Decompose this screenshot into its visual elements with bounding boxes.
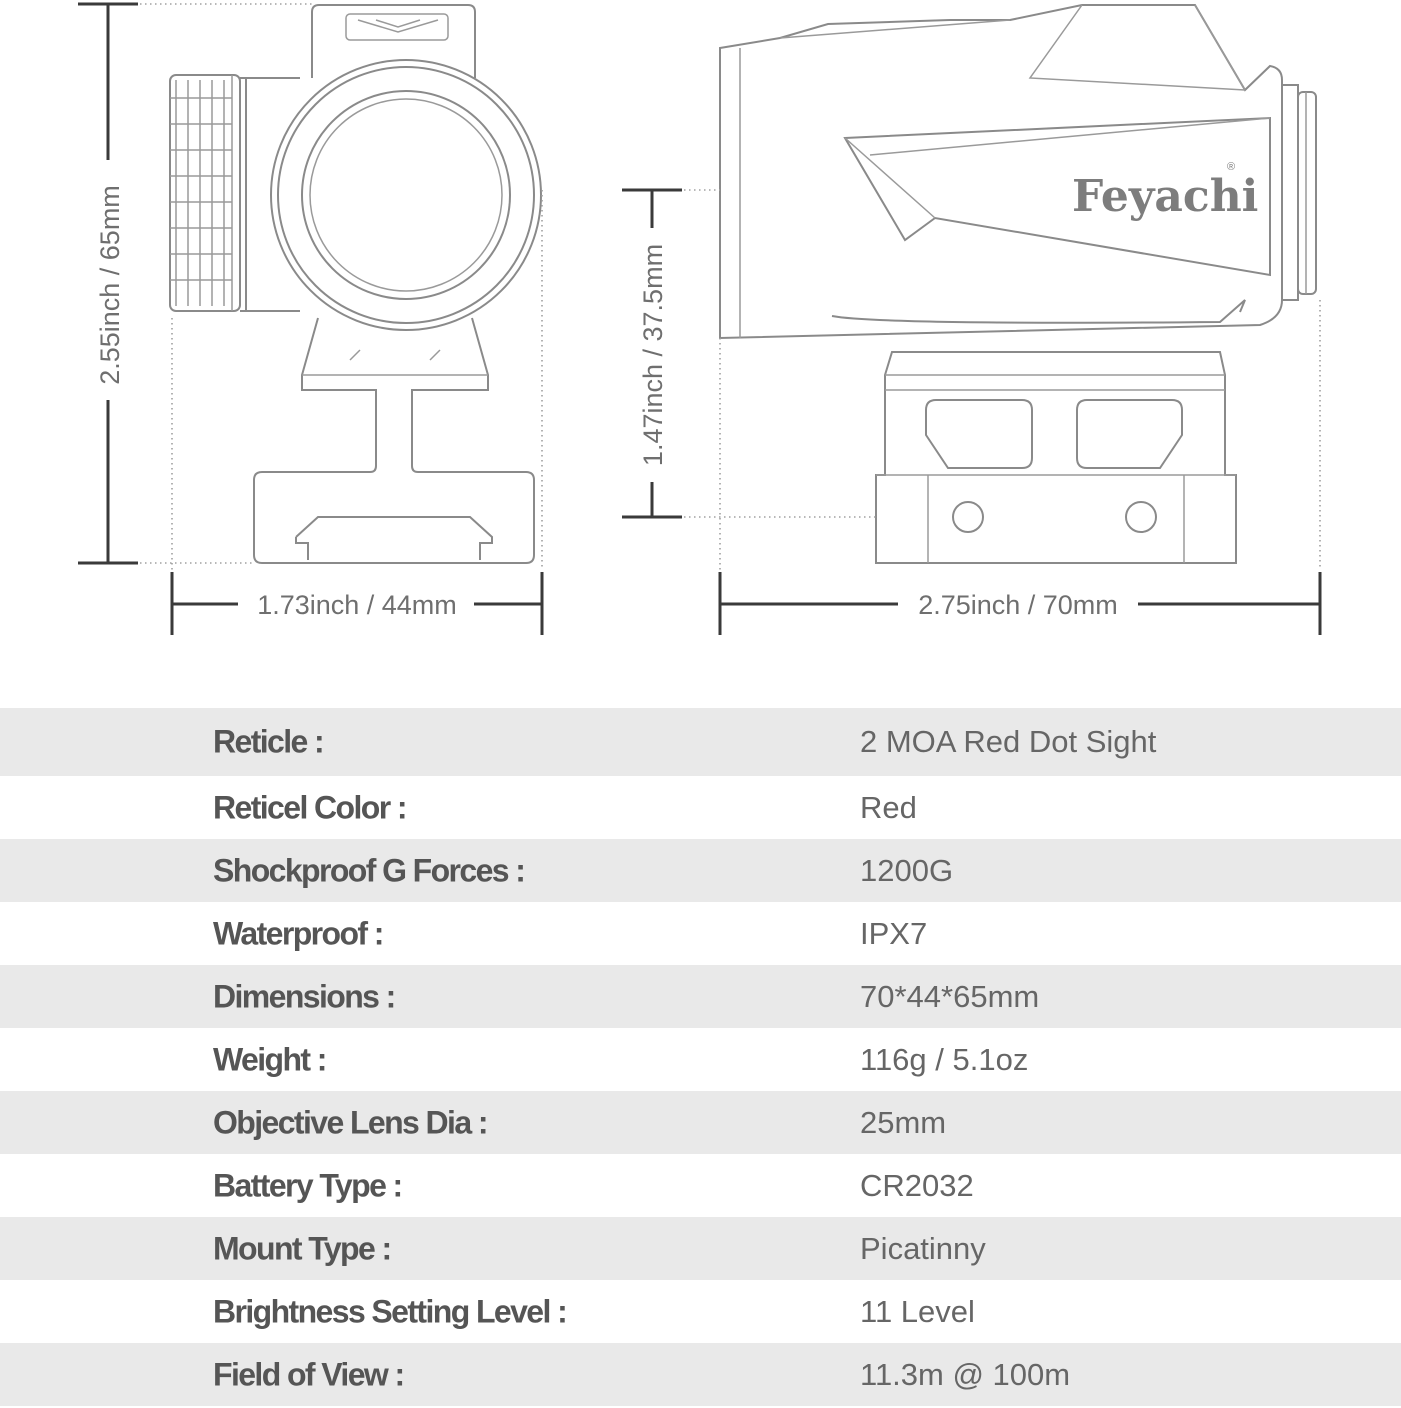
spec-row-waterproof (0, 902, 1401, 965)
spec-row-shockproof (0, 839, 1401, 902)
spec-value: 70*44*65mm (860, 978, 1040, 1014)
spec-label: Brightness Setting Level : (213, 1293, 567, 1329)
knurled-knob (170, 75, 232, 311)
spec-value: 2 MOA Red Dot Sight (860, 724, 1157, 759)
spec-row-weight (0, 1028, 1401, 1091)
dimension-drawing (0, 0, 1401, 700)
front-width-dimension (172, 190, 542, 635)
spec-row-dimensions (0, 965, 1401, 1028)
brand-logo: Feyachi (1072, 171, 1259, 222)
spec-row-brightness (0, 1280, 1401, 1343)
spec-label: Weight : (213, 1041, 326, 1077)
side-view-sight (720, 5, 1316, 563)
spec-table (0, 708, 1401, 1406)
spec-label: Mount Type : (213, 1230, 391, 1266)
spec-value: 11 Level (860, 1293, 975, 1329)
spec-label: Shockproof G Forces : (213, 852, 525, 888)
spec-row-reticle (0, 708, 1401, 776)
spec-row-mount-type (0, 1217, 1401, 1280)
spec-row-battery-type (0, 1154, 1401, 1217)
spec-value: 25mm (860, 1104, 947, 1140)
spec-label: Dimensions : (213, 978, 395, 1014)
spec-value: 116g / 5.1oz (860, 1041, 1029, 1077)
spec-label: Waterproof : (213, 915, 383, 951)
front-view-sight (170, 5, 541, 563)
spec-label: Reticel Color : (213, 789, 406, 825)
spec-value: Red (860, 789, 917, 825)
front-width-label: 1.73inch / 44mm (257, 590, 457, 620)
spec-row-reticle-color (0, 776, 1401, 839)
spec-label: Field of View : (213, 1356, 404, 1392)
length-label: 2.75inch / 70mm (918, 590, 1118, 620)
spec-label: Reticle : (213, 723, 324, 760)
mount-height-label: 1.47inch / 37.5mm (638, 243, 668, 467)
spec-value: Picatinny (860, 1230, 986, 1266)
spec-label: Battery Type : (213, 1167, 402, 1203)
spec-label: Objective Lens Dia : (213, 1104, 487, 1140)
spec-row-objective-lens (0, 1091, 1401, 1154)
spec-value: 11.3m @ 100m (860, 1356, 1071, 1392)
registered-mark: ® (1227, 161, 1236, 173)
spec-row-field-of-view (0, 1343, 1401, 1406)
height-label: 2.55inch / 65mm (95, 185, 125, 385)
spec-value: CR2032 (860, 1167, 974, 1203)
spec-value: IPX7 (860, 915, 928, 951)
spec-value: 1200G (860, 852, 954, 888)
